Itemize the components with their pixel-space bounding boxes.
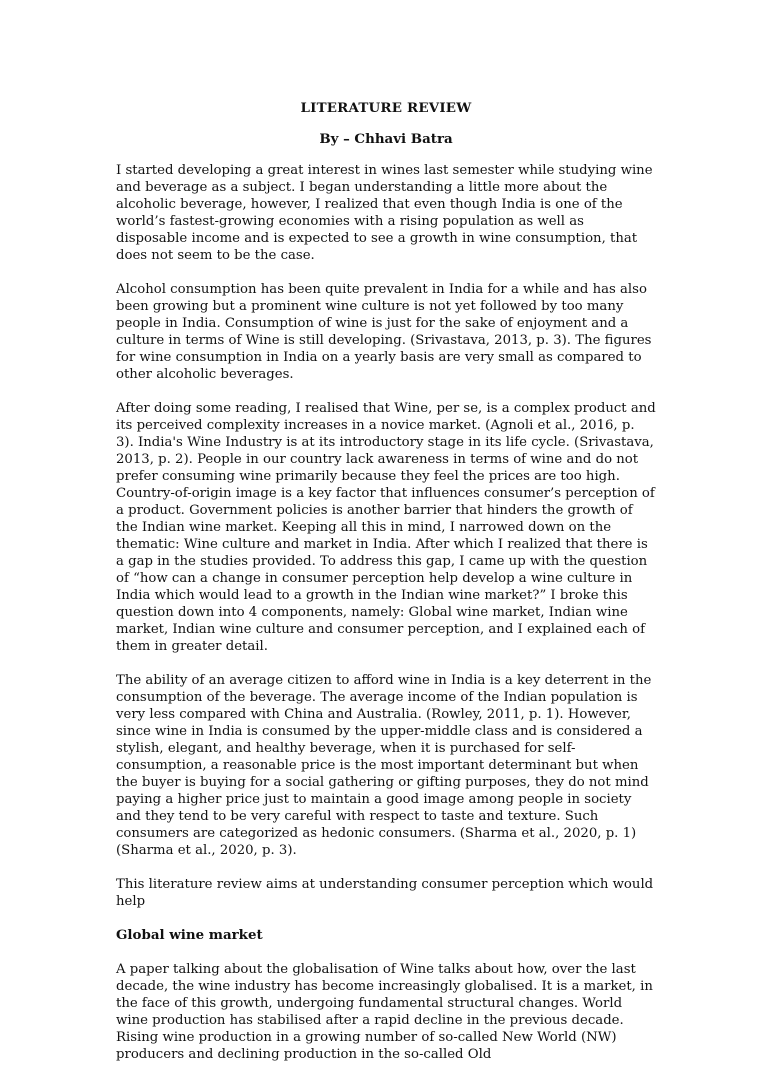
section-heading-global-wine-market: Global wine market: [116, 927, 263, 943]
paragraph-globalisation: A paper talking about the globalisation of Wine talks about how, over the last decade, the wine industry has become increasingly globalised. It is a market, in the face of this growth, undergoing fundamental structural changes. World wine production has stabilised after a rapid decline in the previous decade. Rising wine production in a growing number of so-called New World (NW) producers and declining production in the so-called Old: [116, 962, 653, 1062]
document-page: [116, 100, 656, 1080]
paragraph-research-question: After doing some reading, I realised that Wine, per se, is a complex product and its perceived complexity increases in a novice market. (Agnoli et al., 2016, p. 3). India's Wine Industry is at its introductory stage in its life cycle. (Srivastava, 2013, p. 2). People in our country lack awareness in terms of wine and do not prefer consuming wine primarily because they feel the prices are too high. Country-of-origin image is a key factor that influences consumer’s perception of a product. Government policies is another barrier that hinders the growth of the Indian wine market. Keeping all this in mind, I narrowed down on the thematic: Wine culture and market in India. After which I realized that there is a gap in the studies provided. To address this gap, I came up with the question of “how can a change in consumer perception help develop a wine culture in India which would lead to a growth in the Indian wine market?” I broke this question down into 4 components, namely: Global wine market, Indian wine market, Indian wine culture and consumer perception, and I explained each of them in greater detail.: [116, 401, 656, 654]
paragraph-review-aim: This literature review aims at understanding consumer perception which would help: [116, 877, 654, 909]
author-byline: By – Chhavi Batra: [319, 131, 453, 147]
paragraph-intro: I started developing a great interest in wines last semester while studying wine and beverage as a subject. I began understanding a little more about the alcoholic beverage, however, I realized that even though India is one of the world’s fastest-growing economies with a rising population as well as disposable income and is expected to see a growth in wine consumption, that does not seem to be the case.: [116, 163, 653, 263]
paragraph-alcohol-consumption: Alcohol consumption has been quite prevalent in India for a while and has also been growing but a prominent wine culture is not yet followed by too many people in India. Consumption of wine is just for the sake of enjoyment and a culture in terms of Wine is still developing. (Srivastava, 2013, p. 3). The figures for wine consumption in India on a yearly basis are very small as compared to other alcoholic beverages.: [116, 282, 652, 382]
document-title: LITERATURE REVIEW: [300, 100, 472, 116]
paragraph-affordability: The ability of an average citizen to afford wine in India is a key deterrent in the consumption of the beverage. The average income of the Indian population is very less compared with China and Australia. (Rowley, 2011, p. 1). However, since wine in India is consumed by the upper-middle class and is considered a stylish, elegant, and healthy beverage, when it is purchased for self-consumption, a reasonable price is the most important determinant but when the buyer is buying for a social gathering or gifting purposes, they do not mind paying a higher price just to maintain a good image among people in society and they tend to be very careful with respect to taste and texture. Such consumers are categorized as hedonic consumers. (Sharma et al., 2020, p. 1) (Sharma et al., 2020, p. 3).: [116, 673, 652, 858]
